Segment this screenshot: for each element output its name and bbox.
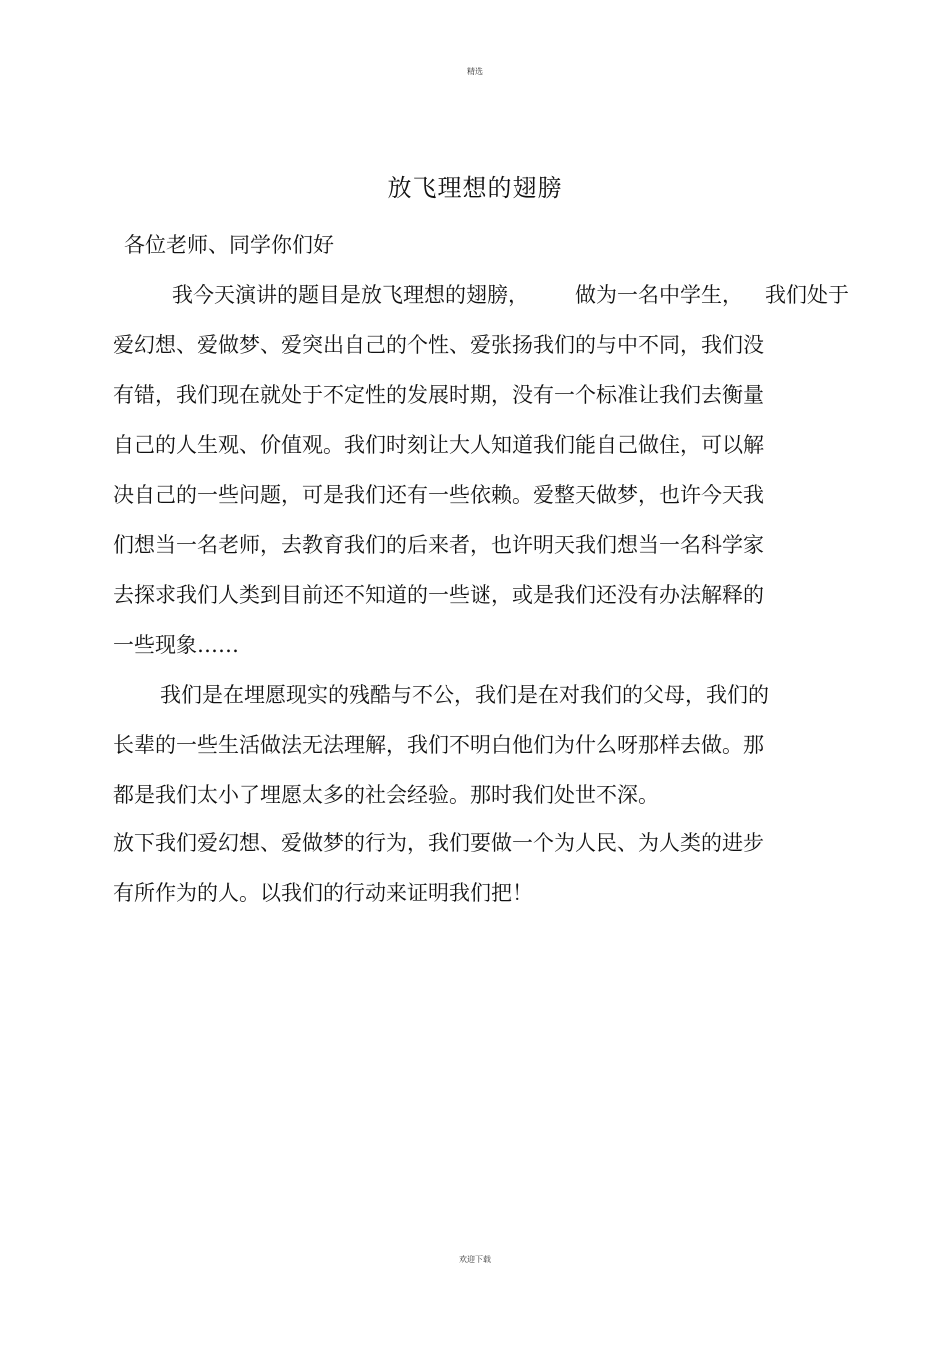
paragraph-1-line-7: 去探求我们人类到目前还不知道的一些谜，或是我们还没有办法解释的 (113, 583, 764, 607)
paragraph-1-line-2: 爱幻想、爱做梦、爱突出自己的个性、爱张扬我们的与中不同，我们没 (113, 333, 764, 357)
page-header: 精选 (467, 67, 483, 76)
p1-l1-part-c: 我们处于 (765, 283, 849, 307)
paragraph-3-line-2: 有所作为的人。以我们的行动来证明我们把！ (113, 881, 533, 905)
paragraph-2-line-3: 都是我们太小了埋愿太多的社会经验。那时我们处世不深。 (113, 783, 659, 807)
p1-l1-part-a: 我今天演讲的题目是放飞理想的翅膀， (172, 283, 529, 307)
paragraph-1-line-4: 自己的人生观、价值观。我们时刻让大人知道我们能自己做住，可以解 (113, 433, 764, 457)
document-title: 放飞理想的翅膀 (387, 174, 563, 202)
paragraph-1-line-3: 有错，我们现在就处于不定性的发展时期，没有一个标准让我们去衡量 (113, 383, 764, 407)
paragraph-2-line-2: 长辈的一些生活做法无法理解，我们不明白他们为什么呀那样去做。那 (113, 733, 764, 757)
paragraph-1-line-8: 一些现象…… (113, 633, 239, 657)
p1-l1-part-b: 做为一名中学生， (575, 283, 743, 307)
paragraph-3-line-1: 放下我们爱幻想、爱做梦的行为，我们要做一个为人民、为人类的进步 (113, 831, 764, 855)
paragraph-1-line-6: 们想当一名老师，去教育我们的后来者，也许明天我们想当一名科学家 (113, 533, 764, 557)
paragraph-1-line-5: 决自己的一些问题，可是我们还有一些依赖。爱整天做梦，也许今天我 (113, 483, 764, 507)
greeting: 各位老师、同学你们好 (124, 233, 334, 257)
paragraph-1-line-1 (172, 280, 849, 310)
paragraph-2-line-1: 我们是在埋愿现实的残酷与不公，我们是在对我们的父母，我们的 (160, 683, 769, 707)
page-footer: 欢迎下载 (459, 1255, 491, 1264)
